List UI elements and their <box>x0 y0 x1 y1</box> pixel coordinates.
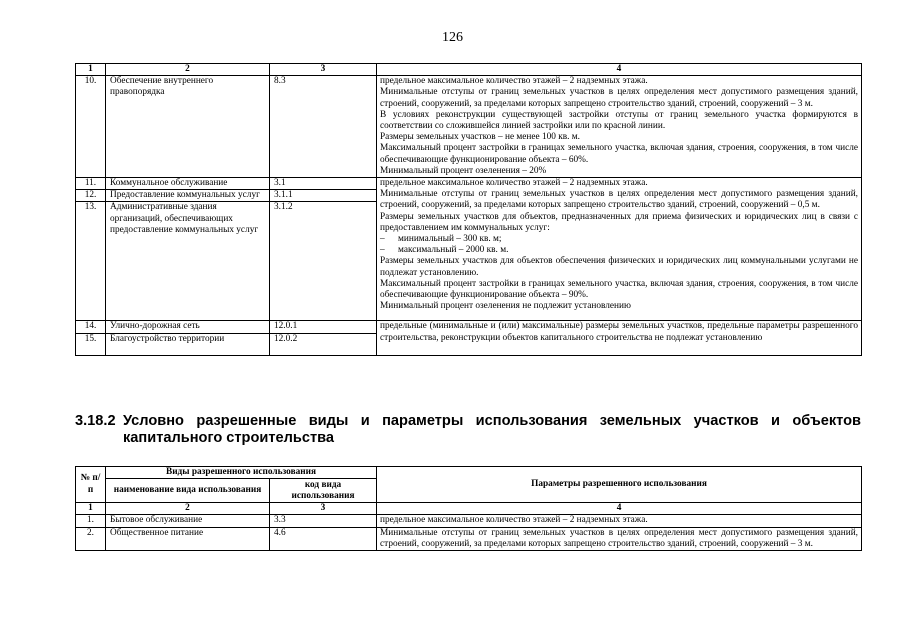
parameter-list-item <box>380 234 858 245</box>
land-use-table <box>75 63 862 356</box>
use-code: 3.1 <box>270 178 377 190</box>
use-code: 4.6 <box>270 527 377 550</box>
parameter-text: Минимальные отступы от границ земельных участков в целях определения мест допустимого размещения зданий, строений, сооружений, за пределами которых запрещено строительство зданий, строений, сооружений – 0,5 м. <box>380 189 858 211</box>
parameter-text: Минимальные отступы от границ земельных участков в целях определения мест допустимого размещения зданий, строений, сооружений, за пределами которых запрещено строительство зданий, строений, сооружений – 3 м. <box>380 87 858 109</box>
header-types: Виды разрешенного использования <box>106 467 377 479</box>
use-name: Бытовое обслуживание <box>106 515 270 527</box>
parameter-text: Размеры земельных участков для объектов, предназначенных для приема физических и юридических лиц в связи с предоставлением им коммунальных услуг: <box>380 211 858 233</box>
parameter-text: Максимальный процент застройки в границах земельного участка, включая здания, строения, сооружения, в том числе обеспечивающие функционирование объекта – 90%. <box>380 278 858 301</box>
parameter-text: максимальный – 2000 кв. м. <box>398 245 509 256</box>
row-number: 1. <box>76 515 106 527</box>
parameter-text: Размеры земельных участков для объектов обеспечения физических и юридических лиц коммунальными услугами не подлежат установлению. <box>380 256 858 278</box>
parameter-text: предельное максимальное количество этажей – 2 надземных этажа. <box>380 178 648 189</box>
table-row <box>76 178 862 190</box>
parameter-text: Размеры земельных участков – не менее 100 кв. м. <box>380 132 580 143</box>
parameter-text: предельное максимальное количество этажей – 2 надземных этажа. <box>380 76 648 87</box>
use-code: 3.3 <box>270 515 377 527</box>
table-row <box>76 76 862 178</box>
use-parameters: Минимальные отступы от границ земельных участков в целях определения мест допустимого размещения зданий, строений, сооружений, за пределами которых запрещено строительство зданий, строений, сооружений – 3 м. <box>377 527 862 550</box>
column-number: 3 <box>270 503 377 515</box>
column-number: 1 <box>76 503 106 515</box>
parameter-text: Минимальный процент озеленения не подлежит установлению <box>380 301 631 312</box>
header-params: Параметры разрешенного использования <box>377 467 862 503</box>
column-numbers-row <box>76 503 862 515</box>
section-heading <box>75 413 861 447</box>
row-number: 11. <box>76 178 106 190</box>
header-num: № п/п <box>76 467 106 503</box>
table-row <box>76 527 862 550</box>
row-number: 13. <box>76 202 106 321</box>
parameter-text: минимальный – 300 кв. м; <box>398 234 502 245</box>
use-parameters: предельные (минимальные и (или) максимальные) размеры земельных участков, предельные параметры разрешенного строительства, реконструкции объектов капитального строительства не подлежат установлению <box>377 321 862 355</box>
column-number: 3 <box>270 64 377 76</box>
use-parameters <box>377 178 862 321</box>
use-code: 3.1.1 <box>270 190 377 202</box>
header-name: наименование вида использования <box>106 479 270 503</box>
row-number: 2. <box>76 527 106 550</box>
row-number: 10. <box>76 76 106 178</box>
section-title: Условно разрешенные виды и параметры использования земельных участков и объектов капитального строительства <box>123 413 861 446</box>
column-number: 4 <box>377 503 862 515</box>
use-name: Обеспечение внутреннего правопорядка <box>106 76 270 178</box>
section-number: 3.18.2 <box>75 413 116 429</box>
dash-marker: – <box>380 245 385 256</box>
use-code: 8.3 <box>270 76 377 178</box>
column-number: 1 <box>76 64 106 76</box>
use-name: Коммунальное обслуживание <box>106 178 270 190</box>
table-row <box>76 321 862 333</box>
use-parameters <box>377 76 862 178</box>
column-number: 2 <box>106 64 270 76</box>
header-code: код вида использования <box>270 479 377 503</box>
page-number: 126 <box>442 30 463 45</box>
use-name: Общественное питание <box>106 527 270 550</box>
parameter-text: Максимальный процент застройки в границах земельного участка, включая здания, строения, сооружения, в том числе обеспечивающие функционирование объекта – 60%. <box>380 143 858 165</box>
use-code: 12.0.2 <box>270 333 377 355</box>
parameter-list-item <box>380 245 858 256</box>
column-number: 2 <box>106 503 270 515</box>
row-number: 12. <box>76 190 106 202</box>
parameter-text: Минимальный процент озеленения – 20% <box>380 165 547 176</box>
table-header-row <box>76 467 862 479</box>
parameter-text: В условиях реконструкции существующей застройки отступы от границ земельного участка формируются в соответствии со сложившейся линией застройки или по красной линии. <box>380 109 858 132</box>
conditional-use-table <box>75 466 862 551</box>
dash-marker: – <box>380 234 385 245</box>
use-code: 12.0.1 <box>270 321 377 333</box>
table-row <box>76 515 862 527</box>
use-parameters: предельное максимальное количество этажей – 2 надземных этажа. <box>377 515 862 527</box>
use-name: Улично-дорожная сеть <box>106 321 270 333</box>
column-numbers-row <box>76 64 862 76</box>
use-name: Благоустройство территории <box>106 333 270 355</box>
row-number: 14. <box>76 321 106 333</box>
use-code: 3.1.2 <box>270 202 377 321</box>
use-name: Административные здания организаций, обеспечивающих предоставление коммунальных услуг <box>106 202 270 321</box>
column-number: 4 <box>377 64 862 76</box>
row-number: 15. <box>76 333 106 355</box>
use-name: Предоставление коммунальных услуг <box>106 190 270 202</box>
